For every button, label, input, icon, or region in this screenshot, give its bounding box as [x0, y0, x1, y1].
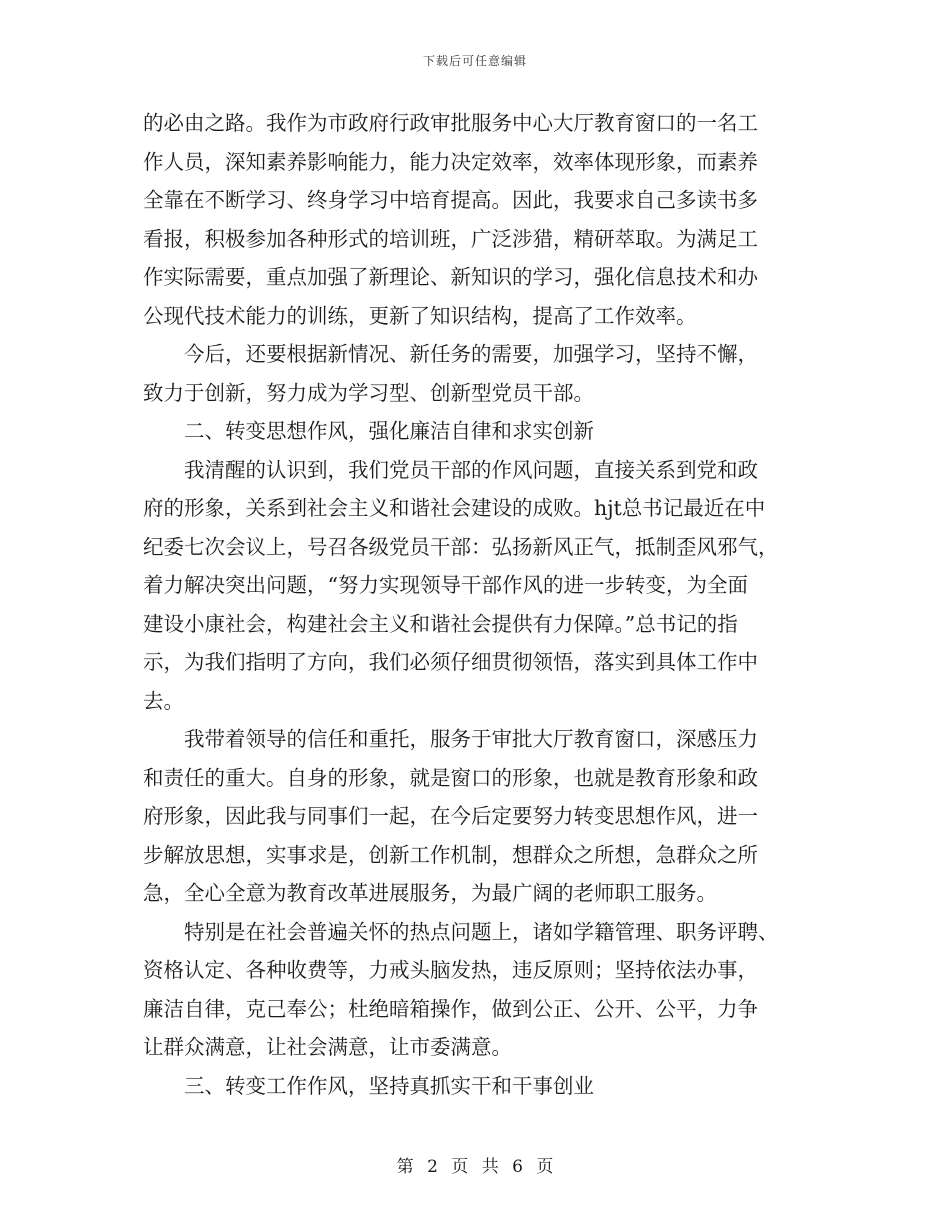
text-line: 看报，积极参加各种形式的培训班，广泛涉猎，精研萃取。为满足工 — [143, 226, 758, 251]
text-line: 资格认定、各种收费等，力戒头脑发热，违反原则；坚持依法办事， — [143, 958, 758, 982]
text-line: 急，全心全意为教育改革进展服务，为最广阔的老师职工服务。 — [143, 881, 717, 905]
section-heading: 三、转变工作作风，坚持真抓实干和干事创业 — [143, 1073, 594, 1098]
text-line: 作人员，深知素养影响能力，能力决定效率，效率体现形象，而素养 — [143, 149, 758, 174]
text-line: 步解放思想，实事求是，创新工作机制，想群众之所想，急群众之所 — [143, 842, 758, 867]
page-header: 下载后可任意编辑 — [422, 54, 527, 68]
text-line: 特别是在社会普遍关怀的热点问题上，诸如学籍管理、职务评聘、 — [143, 919, 779, 944]
section-heading: 二、转变思想作风，强化廉洁自律和求实创新 — [143, 419, 594, 443]
text-line: 的必由之路。我作为市政府行政审批服务中心大厅教育窗口的一名工 — [143, 111, 758, 135]
footer-label-ye2: 页 — [536, 1157, 554, 1177]
text-line: 致力于创新，努力成为学习型、创新型党员干部。 — [143, 380, 594, 405]
text-line: 示，为我们指明了方向，我们必须仔细贯彻领悟，落实到具体工作中 — [143, 650, 758, 674]
total-page-number: 6 — [512, 1157, 523, 1177]
document-body — [143, 104, 811, 1105]
footer-label-gong: 共 — [481, 1157, 499, 1177]
page-footer — [0, 1152, 950, 1177]
text-line: 府形象，因此我与同事们一起，在今后定要努力转变思想作风，进一 — [143, 804, 758, 828]
text-line: 作实际需要，重点加强了新理论、新知识的学习，强化信息技术和办 — [143, 265, 758, 289]
text-line: 让群众满意，让社会满意，让市委满意。 — [143, 1035, 512, 1059]
footer-label-ye: 页 — [451, 1157, 469, 1177]
text-line: 去。 — [143, 688, 184, 713]
text-line: 建设小康社会，构建社会主义和谐社会提供有力保障。”总书记的指 — [143, 611, 738, 636]
text-line: 和责任的重大。自身的形象，就是窗口的形象，也就是教育形象和政 — [143, 765, 758, 790]
text-line: 我清醒的认识到，我们党员干部的作风问题，直接关系到党和政 — [143, 457, 758, 482]
text-line: 着力解决突出问题，“努力实现领导干部作风的进一步转变，为全面 — [143, 573, 748, 597]
footer-label-di: 第 — [396, 1157, 414, 1177]
text-line: 纪委七次会议上，号召各级党员干部：弘扬新风正气，抵制歪风邪气， — [143, 534, 779, 559]
text-line: 府的形象，关系到社会主义和谐社会建设的成败。hjt总书记最近在中 — [143, 496, 766, 520]
text-line: 今后，还要根据新情况、新任务的需要，加强学习，坚持不懈， — [143, 342, 758, 366]
text-line: 全靠在不断学习、终身学习中培育提高。因此，我要求自己多读书多 — [143, 188, 758, 212]
text-line: 我带着领导的信任和重托，服务于审批大厅教育窗口，深感压力 — [143, 727, 758, 751]
current-page-number: 2 — [427, 1157, 438, 1177]
text-line: 廉洁自律，克己奉公；杜绝暗箱操作，做到公正、公开、公平，力争 — [143, 996, 758, 1021]
text-line: 公现代技术能力的训练，更新了知识结构，提高了工作效率。 — [143, 303, 697, 328]
